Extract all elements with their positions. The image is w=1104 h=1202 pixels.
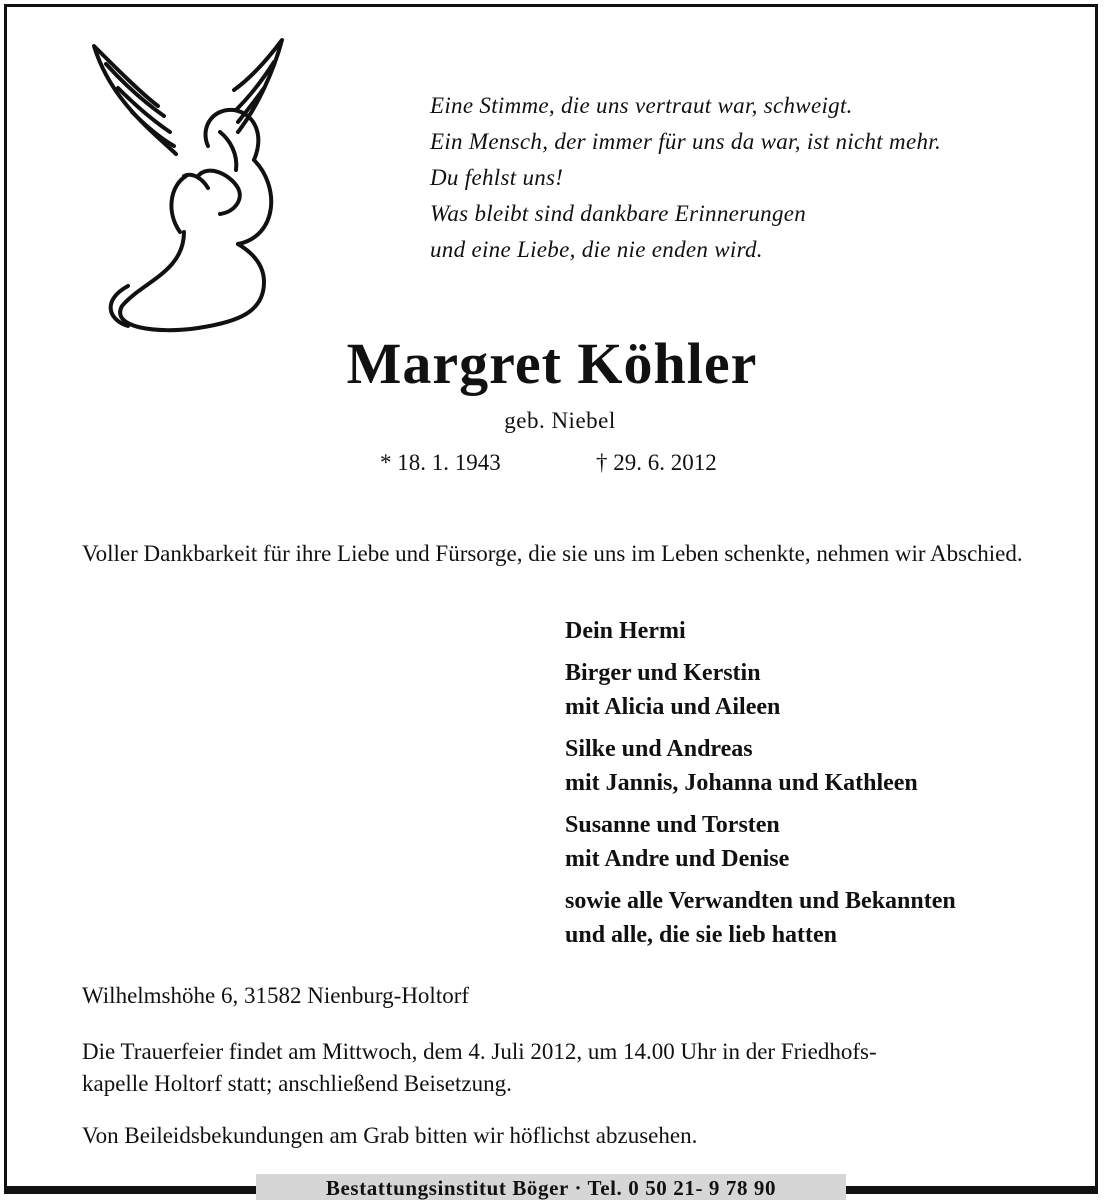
maiden-name: geb. Niebel [504,408,616,433]
footer-rule-left [4,1186,256,1194]
family-line: Susanne und Torsten [565,812,780,838]
family-group [565,732,956,800]
family-line: Birger und Kerstin [565,660,761,686]
family-line: sowie alle Verwandten und Bekannten [565,888,956,914]
family-line: Dein Hermi [565,618,686,644]
angel-icon [88,36,288,346]
family-line: Silke und Andreas [565,736,753,762]
poem-line: Was bleibt sind dankbare Erinnerungen [430,201,807,226]
service-line: Die Trauerfeier findet am Mittwoch, dem 4. Juli 2012, um 14.00 Uhr in der Friedhofs- [82,1039,877,1064]
family-group [565,884,956,952]
condolence-note: Von Beileidsbekundungen am Grab bitten wir höflichst abzusehen. [82,1123,698,1148]
poem-line: Ein Mensch, der immer für uns da war, ist nicht mehr. [430,129,942,154]
family-line: mit Andre und Denise [565,846,790,872]
poem-line: und eine Liebe, die nie enden wird. [430,237,763,262]
family-line: mit Alicia und Aileen [565,694,781,720]
poem [430,88,1070,268]
footer-rule-right [846,1186,1098,1194]
family-line: und alle, die sie lieb hatten [565,922,838,948]
family-group [565,614,956,648]
death-date: † 29. 6. 2012 [596,450,717,475]
funeral-home-band: Bestattungsinstitut Böger · Tel. 0 50 21- 9 78 90 [256,1174,846,1200]
birth-date: * 18. 1. 1943 [380,450,501,475]
intro-text: Voller Dankbarkeit für ihre Liebe und Fürsorge, die sie uns im Leben schenkte, nehmen wir Abschied. [82,541,1023,566]
family-line: mit Jannis, Johanna und Kathleen [565,770,918,796]
deceased-name: Margret Köhler [346,331,758,396]
service-line: kapelle Holtorf statt; anschließend Beisetzung. [82,1071,512,1096]
service-info [82,1036,1044,1100]
family-list [565,614,956,960]
family-group [565,656,956,724]
poem-line: Du fehlst uns! [430,165,564,190]
family-group [565,808,956,876]
address: Wilhelmshöhe 6, 31582 Nienburg-Holtorf [82,983,470,1008]
poem-line: Eine Stimme, die uns vertraut war, schweigt. [430,93,853,118]
